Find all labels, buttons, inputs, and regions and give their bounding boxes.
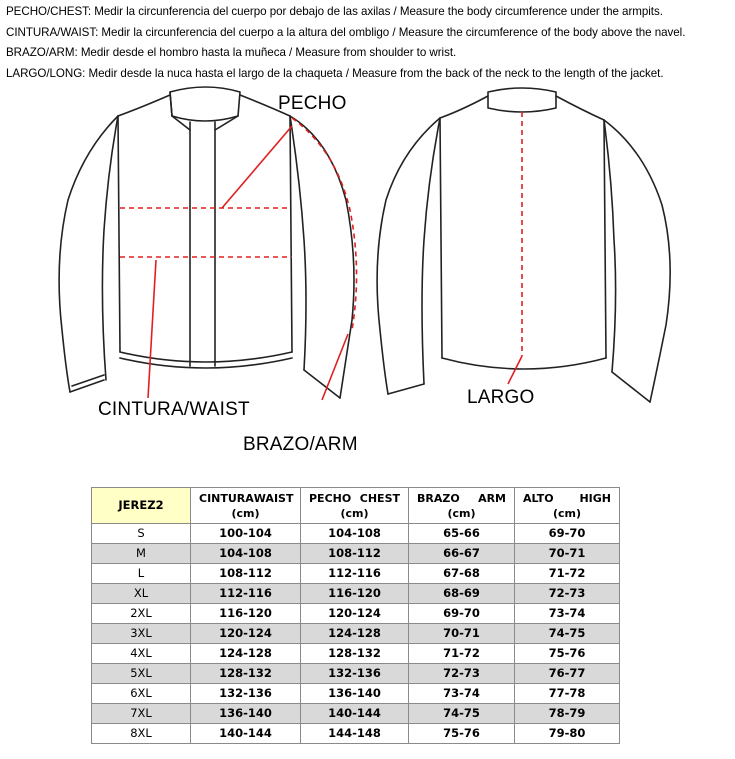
waist-cell: 112-116 — [191, 584, 301, 604]
header-high: ALTO HIGH (cm) — [515, 488, 620, 524]
size-cell: 5XL — [92, 664, 191, 684]
size-cell: 4XL — [92, 644, 191, 664]
arm-cell: 73-74 — [409, 684, 515, 704]
chest-cell: 124-128 — [301, 624, 409, 644]
table-row — [92, 604, 620, 624]
high-cell: 71-72 — [515, 564, 620, 584]
table-row — [92, 524, 620, 544]
arm-cell: 72-73 — [409, 664, 515, 684]
size-cell: S — [92, 524, 191, 544]
waist-cell: 132-136 — [191, 684, 301, 704]
waist-cell: 140-144 — [191, 724, 301, 744]
size-cell: 8XL — [92, 724, 191, 744]
high-cell: 75-76 — [515, 644, 620, 664]
table-row — [92, 564, 620, 584]
high-cell: 74-75 — [515, 624, 620, 644]
high-cell: 70-71 — [515, 544, 620, 564]
waist-cell: 108-112 — [191, 564, 301, 584]
arm-cell: 75-76 — [409, 724, 515, 744]
waist-cell: 136-140 — [191, 704, 301, 724]
waist-cell: 116-120 — [191, 604, 301, 624]
chest-cell: 132-136 — [301, 664, 409, 684]
instruction-length: LARGO/LONG: Medir desde la nuca hasta el largo de la chaqueta / Measure from the back of the neck to the length of the jacket. — [6, 66, 664, 80]
size-cell: L — [92, 564, 191, 584]
table-row — [92, 664, 620, 684]
high-cell: 72-73 — [515, 584, 620, 604]
jacket-measurement-diagram — [0, 84, 735, 464]
chest-cell: 144-148 — [301, 724, 409, 744]
arm-cell: 69-70 — [409, 604, 515, 624]
high-cell: 77-78 — [515, 684, 620, 704]
header-waist: CINTURA WAIST (cm) — [191, 488, 301, 524]
waist-cell: 120-124 — [191, 624, 301, 644]
chest-label: PECHO — [278, 93, 347, 114]
arm-cell: 65-66 — [409, 524, 515, 544]
high-cell: 69-70 — [515, 524, 620, 544]
waist-cell: 104-108 — [191, 544, 301, 564]
length-label: LARGO — [467, 387, 535, 408]
chest-cell: 116-120 — [301, 584, 409, 604]
arm-cell: 68-69 — [409, 584, 515, 604]
table-row — [92, 724, 620, 744]
arm-label: BRAZO/ARM — [243, 434, 358, 455]
table-row — [92, 644, 620, 664]
table-row — [92, 624, 620, 644]
arm-cell: 70-71 — [409, 624, 515, 644]
model-name: JEREZ2 — [92, 488, 191, 524]
chest-cell: 120-124 — [301, 604, 409, 624]
waist-cell: 124-128 — [191, 644, 301, 664]
high-cell: 76-77 — [515, 664, 620, 684]
waist-cell: 128-132 — [191, 664, 301, 684]
table-row — [92, 704, 620, 724]
chest-cell: 128-132 — [301, 644, 409, 664]
size-cell: 6XL — [92, 684, 191, 704]
arm-cell: 67-68 — [409, 564, 515, 584]
high-cell: 78-79 — [515, 704, 620, 724]
instruction-waist: CINTURA/WAIST: Medir la circunferencia del cuerpo a la altura del ombligo / Measure the circumference of the body above the navel. — [6, 25, 686, 39]
table-row — [92, 544, 620, 564]
header-arm: BRAZO ARM (cm) — [409, 488, 515, 524]
chest-cell: 136-140 — [301, 684, 409, 704]
table-row — [92, 584, 620, 604]
high-cell: 73-74 — [515, 604, 620, 624]
instruction-arm: BRAZO/ARM: Medir desde el hombro hasta la muñeca / Measure from shoulder to wrist. — [6, 46, 457, 59]
arm-cell: 74-75 — [409, 704, 515, 724]
chest-cell: 104-108 — [301, 524, 409, 544]
high-cell: 79-80 — [515, 724, 620, 744]
size-cell: 3XL — [92, 624, 191, 644]
size-cell: M — [92, 544, 191, 564]
waist-label: CINTURA/WAIST — [98, 399, 250, 420]
table-row — [92, 684, 620, 704]
instruction-chest: PECHO/CHEST: Medir la circunferencia del cuerpo por debajo de las axilas / Measure the body circumference under the armpits. — [6, 5, 663, 18]
chest-cell: 140-144 — [301, 704, 409, 724]
size-cell: 2XL — [92, 604, 191, 624]
measurement-instructions — [6, 2, 734, 84]
chest-cell: 108-112 — [301, 544, 409, 564]
arm-cell: 71-72 — [409, 644, 515, 664]
size-cell: XL — [92, 584, 191, 604]
arm-cell: 66-67 — [409, 544, 515, 564]
table-header-row — [92, 488, 620, 524]
chest-cell: 112-116 — [301, 564, 409, 584]
waist-cell: 100-104 — [191, 524, 301, 544]
size-cell: 7XL — [92, 704, 191, 724]
header-chest: PECHO CHEST (cm) — [301, 488, 409, 524]
size-chart-table — [91, 487, 620, 744]
